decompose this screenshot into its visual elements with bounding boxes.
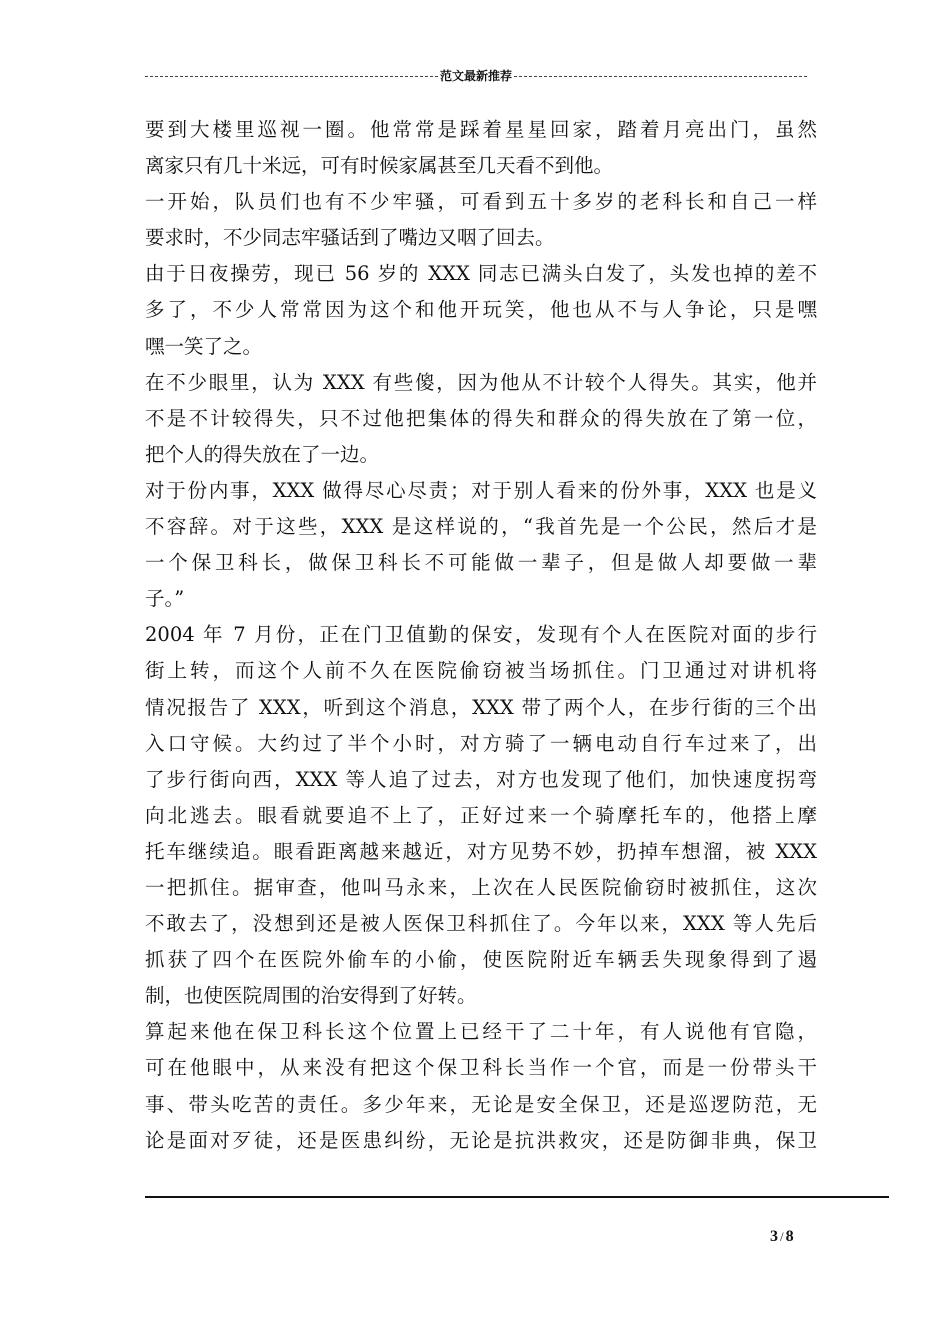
text-line: 可在他眼中，从来没有把这个保卫科长当作一个官，而是一份带头干 xyxy=(145,1056,817,1080)
text-line: 由于日夜操劳，现已 56 岁的 XXX 同志已满头白发了，头发也掉的差不 xyxy=(145,262,817,286)
text-line: 制，也使医院周围的治安得到了好转。 xyxy=(145,984,477,1008)
text-line: 算起来他在保卫科长这个位置上已经干了二十年，有人说他有官隐， xyxy=(145,1020,817,1044)
page-separator: / xyxy=(780,1229,784,1244)
text-line: 街上转，而这个人前不久在医院偷窃被当场抓住。门卫通过对讲机将 xyxy=(145,659,817,683)
footer-rule xyxy=(145,1196,889,1198)
text-line: 向北逃去。眼看就要追不上了，正好过来一个骑摩托车的，他搭上摩 xyxy=(145,803,817,827)
text-line: 在不少眼里，认为 XXX 有些傻，因为他从不计较个人得失。其实，他并 xyxy=(145,370,817,394)
text-line: 一开始，队员们也有不少牢骚，可看到五十多岁的老科长和自己一样 xyxy=(145,190,817,214)
text-line: 对于份内事，XXX 做得尽心尽责；对于别人看来的份外事，XXX 也是义 xyxy=(145,478,817,502)
text-line: 事、带头吃苦的责任。多少年来，无论是安全保卫，还是巡逻防范，无 xyxy=(145,1092,817,1116)
text-line: 入口守候。大约过了半个小时，对方骑了一辆电动自行车过来了，出 xyxy=(145,731,817,755)
text-line: 嘿一笑了之。 xyxy=(145,334,263,358)
text-line: 了步行街向西，XXX 等人追了过去，对方也发现了他们，加快速度拐弯 xyxy=(145,767,817,791)
text-line: 托车继续追。眼看距离越来越近，对方见势不妙，扔掉车想溜，被 XXX xyxy=(145,839,817,863)
text-line: 要求时，不少同志牢骚话到了嘴边又咽了回去。 xyxy=(145,226,555,250)
document-body xyxy=(145,112,817,1159)
text-line: 一把抓住。据审查，他叫马永来，上次在人民医院偷窃时被抓住，这次 xyxy=(145,875,817,899)
text-line: 把个人的得失放在了一边。 xyxy=(145,442,380,466)
text-line: 一个保卫科长，做保卫科长不可能做一辈子，但是做人却要做一辈 xyxy=(145,551,817,575)
current-page: 3 xyxy=(770,1228,778,1245)
text-line: 多了，不少人常常因为这个和他开玩笑，他也从不与人争论，只是嘿 xyxy=(145,298,817,322)
header-dashed-rule-left xyxy=(145,76,438,77)
text-line: 论是面对歹徒，还是医患纠纷，无论是抗洪救灾，还是防御非典，保卫 xyxy=(145,1128,817,1152)
text-line: 离家只有几十米远，可有时候家属甚至几天看不到他。 xyxy=(145,154,614,178)
total-pages: 8 xyxy=(785,1228,794,1245)
text-line: 2004 年 7 月份，正在门卫值勤的保安，发现有个人在医院对面的步行 xyxy=(145,623,817,647)
page-header xyxy=(145,66,807,86)
text-line: 抓获了四个在医院外偷车的小偷，使医院附近车辆丢失现象得到了遏 xyxy=(145,948,817,972)
text-line: 要到大楼里巡视一圈。他常常是踩着星星回家，踏着月亮出门，虽然 xyxy=(145,118,817,141)
text-line: 情况报告了 XXX，听到这个消息，XXX 带了两个人，在步行街的三个出 xyxy=(145,695,817,719)
header-dashed-rule-right xyxy=(514,76,807,77)
text-line: 不容辞。对于这些，XXX 是这样说的，“我首先是一个公民，然后才是 xyxy=(145,515,817,539)
page-number xyxy=(770,1228,794,1246)
header-title: 范文最新推荐 xyxy=(440,69,513,83)
text-line: 子。” xyxy=(145,587,185,611)
text-line: 不是不计较得失，只不过他把集体的得失和群众的得失放在了第一位， xyxy=(145,406,817,430)
text-line: 不敢去了，没想到还是被人医保卫科抓住了。今年以来，XXX 等人先后 xyxy=(145,912,817,936)
